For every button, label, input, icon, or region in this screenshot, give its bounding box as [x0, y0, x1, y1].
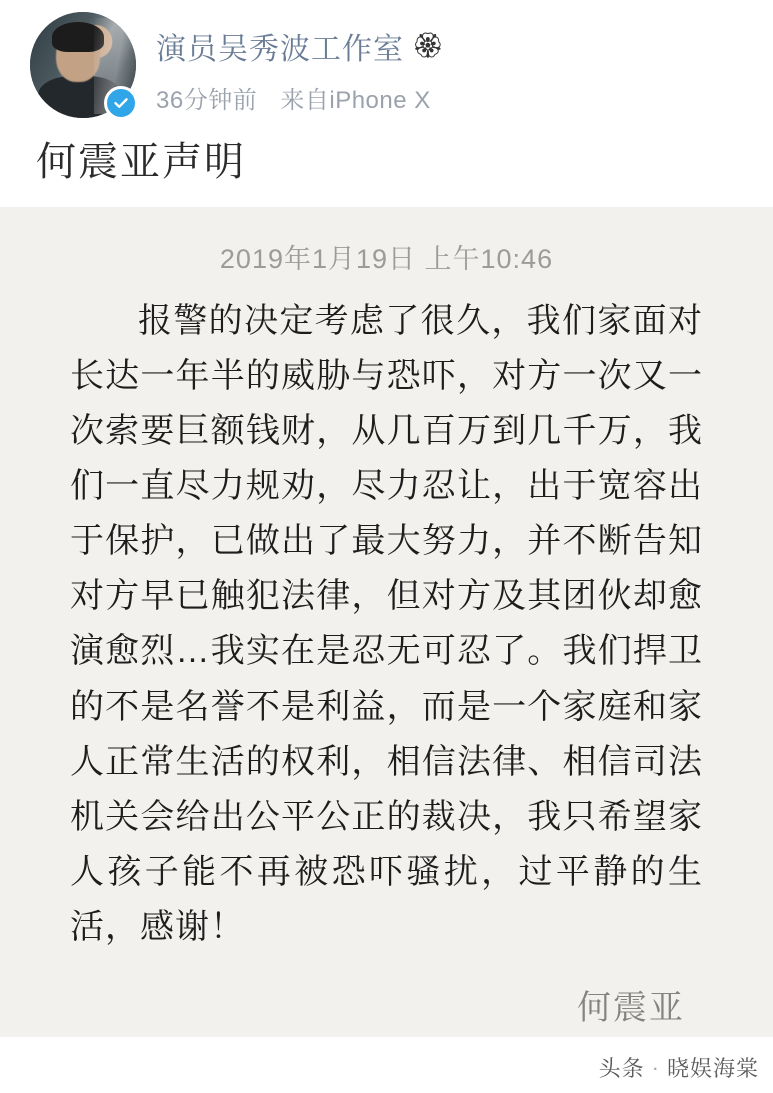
- note-card: [0, 207, 773, 1037]
- username-row: [156, 24, 444, 68]
- username[interactable]: 演员吴秀波工作室: [156, 33, 404, 66]
- post-time: 36分钟前: [156, 87, 258, 114]
- note-timestamp: 2019年1月19日 上午10:46: [219, 244, 554, 274]
- note-signature: 何震亚: [577, 989, 685, 1027]
- post-header-text: [156, 10, 444, 115]
- watermark-account: 晓娱海棠: [666, 1056, 759, 1081]
- post-meta: [156, 80, 444, 115]
- post-source[interactable]: 来自iPhone X: [280, 87, 431, 114]
- verified-check-icon: [104, 86, 138, 120]
- note-body-text: 报警的决定考虑了很久，我们家面对长达一年半的威胁与恐吓，对方一次又一次索要巨额钱财，从几百万到几千万，我们一直尽力规劝，尽力忍让，出于宽容出于保护，已做出了最大努力，并不断告知对方早已触犯法律，但对方及其团伙却愈演愈烈…我实在是忍无可忍了。我们捍卫的不是名誉不是利益，而是一个家庭和家人正常生活的权利，相信法律、相信司法机关会给出公平公正的裁决，我只希望家人孩子能不再被恐吓骚扰，过平静的生活，感谢！: [70, 302, 703, 946]
- watermark: [599, 1052, 759, 1083]
- post-header: [0, 0, 773, 120]
- toutiao-logo-text: 头条: [598, 1056, 645, 1081]
- watermark-separator: ·: [651, 1054, 660, 1080]
- avatar[interactable]: [30, 12, 136, 118]
- flower-emoji-icon: 🏵: [412, 31, 444, 60]
- page-title: 何震亚声明: [36, 140, 246, 184]
